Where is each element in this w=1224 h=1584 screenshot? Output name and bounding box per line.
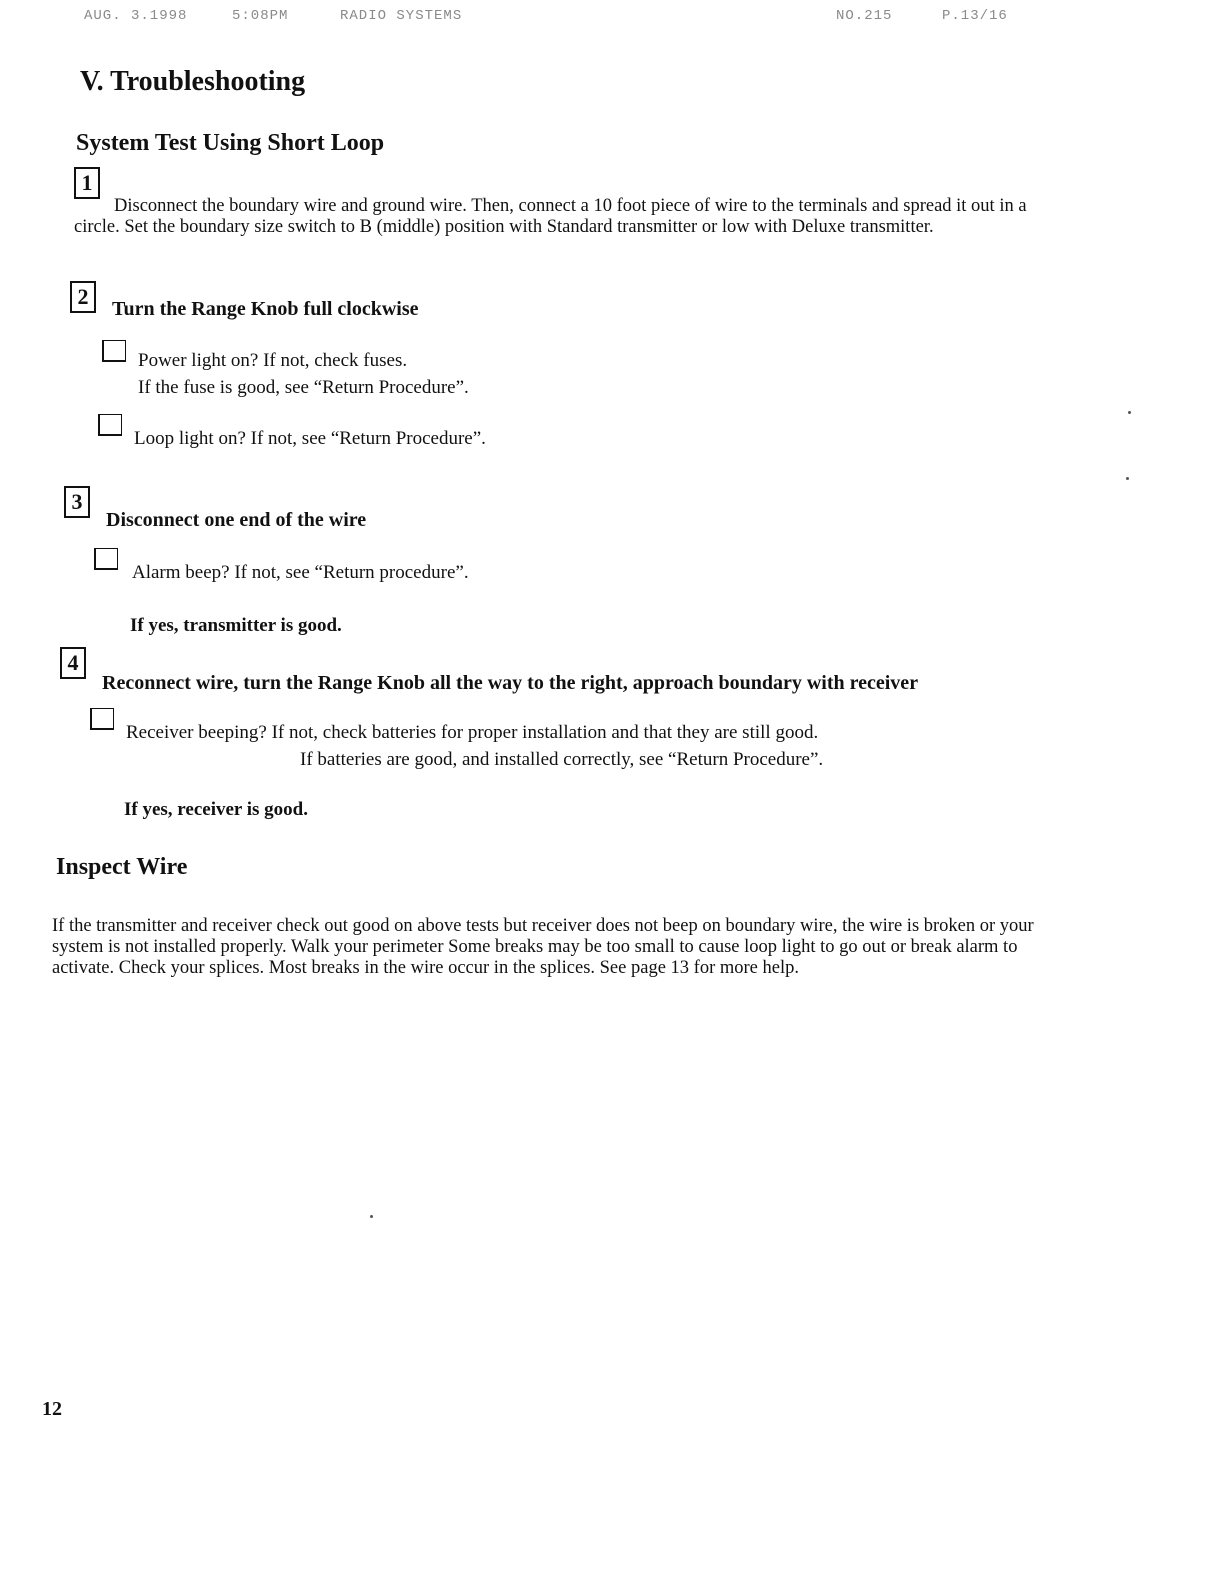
step-1-number-box: 1 xyxy=(74,167,100,199)
step-3-number-box: 3 xyxy=(64,486,90,518)
receiver-beeping-check-text: Receiver beeping? If not, check batteries for proper installation and that they are still good. xyxy=(126,722,819,743)
fax-date: AUG. 3.1998 xyxy=(84,8,188,24)
check-box-alarm-beep[interactable] xyxy=(94,548,118,570)
transmitter-good-note: If yes, transmitter is good. xyxy=(130,615,342,636)
step-4-title: Reconnect wire, turn the Range Knob all the way to the right, approach boundary with receiver xyxy=(102,672,919,694)
fax-sender: RADIO SYSTEMS xyxy=(340,8,463,24)
step-3-title: Disconnect one end of the wire xyxy=(106,509,367,531)
batteries-good-text: If batteries are good, and installed correctly, see “Return Procedure”. xyxy=(300,749,824,770)
check-box-loop-light[interactable] xyxy=(98,414,122,436)
step-4-number-box: 4 xyxy=(60,647,86,679)
system-test-heading: System Test Using Short Loop xyxy=(76,130,385,156)
page-number: 12 xyxy=(42,1398,62,1420)
step-2-title: Turn the Range Knob full clockwise xyxy=(112,298,419,320)
inspect-wire-text: If the transmitter and receiver check out good on above tests but receiver does not beep on boundary wire, the wire is broken or your system is not installed properly. Walk your perimeter Some breaks may be too small to cause loop light to go out or break alarm to activate. Check your splices. Most breaks in the wire occur in the splices. See page 13 for more help. xyxy=(52,916,1034,978)
scan-speck xyxy=(1128,411,1131,414)
fuse-good-text: If the fuse is good, see “Return Procedure”. xyxy=(138,377,469,398)
fax-number: NO.215 xyxy=(836,8,893,24)
loop-light-check-text: Loop light on? If not, see “Return Procedure”. xyxy=(134,428,486,449)
power-light-check-text: Power light on? If not, check fuses. xyxy=(138,350,408,371)
check-box-receiver-beeping[interactable] xyxy=(90,708,114,730)
fax-page: P.13/16 xyxy=(942,8,1008,24)
fax-time: 5:08PM xyxy=(232,8,289,24)
alarm-beep-check-text: Alarm beep? If not, see “Return procedure”. xyxy=(132,562,469,583)
scan-speck xyxy=(1126,477,1129,480)
inspect-wire-heading: Inspect Wire xyxy=(56,854,188,880)
receiver-good-note: If yes, receiver is good. xyxy=(124,799,308,820)
step-2-number-box: 2 xyxy=(70,281,96,313)
section-title: V. Troubleshooting xyxy=(80,66,306,97)
scan-speck xyxy=(370,1215,373,1218)
check-box-power-light[interactable] xyxy=(102,340,126,362)
step-1-text: Disconnect the boundary wire and ground wire. Then, connect a 10 foot piece of wire to the terminals and spread it out in a circle. Set the boundary size switch to B (middle) position with Standard transmitter or low with Deluxe transmitter. xyxy=(74,196,1027,237)
